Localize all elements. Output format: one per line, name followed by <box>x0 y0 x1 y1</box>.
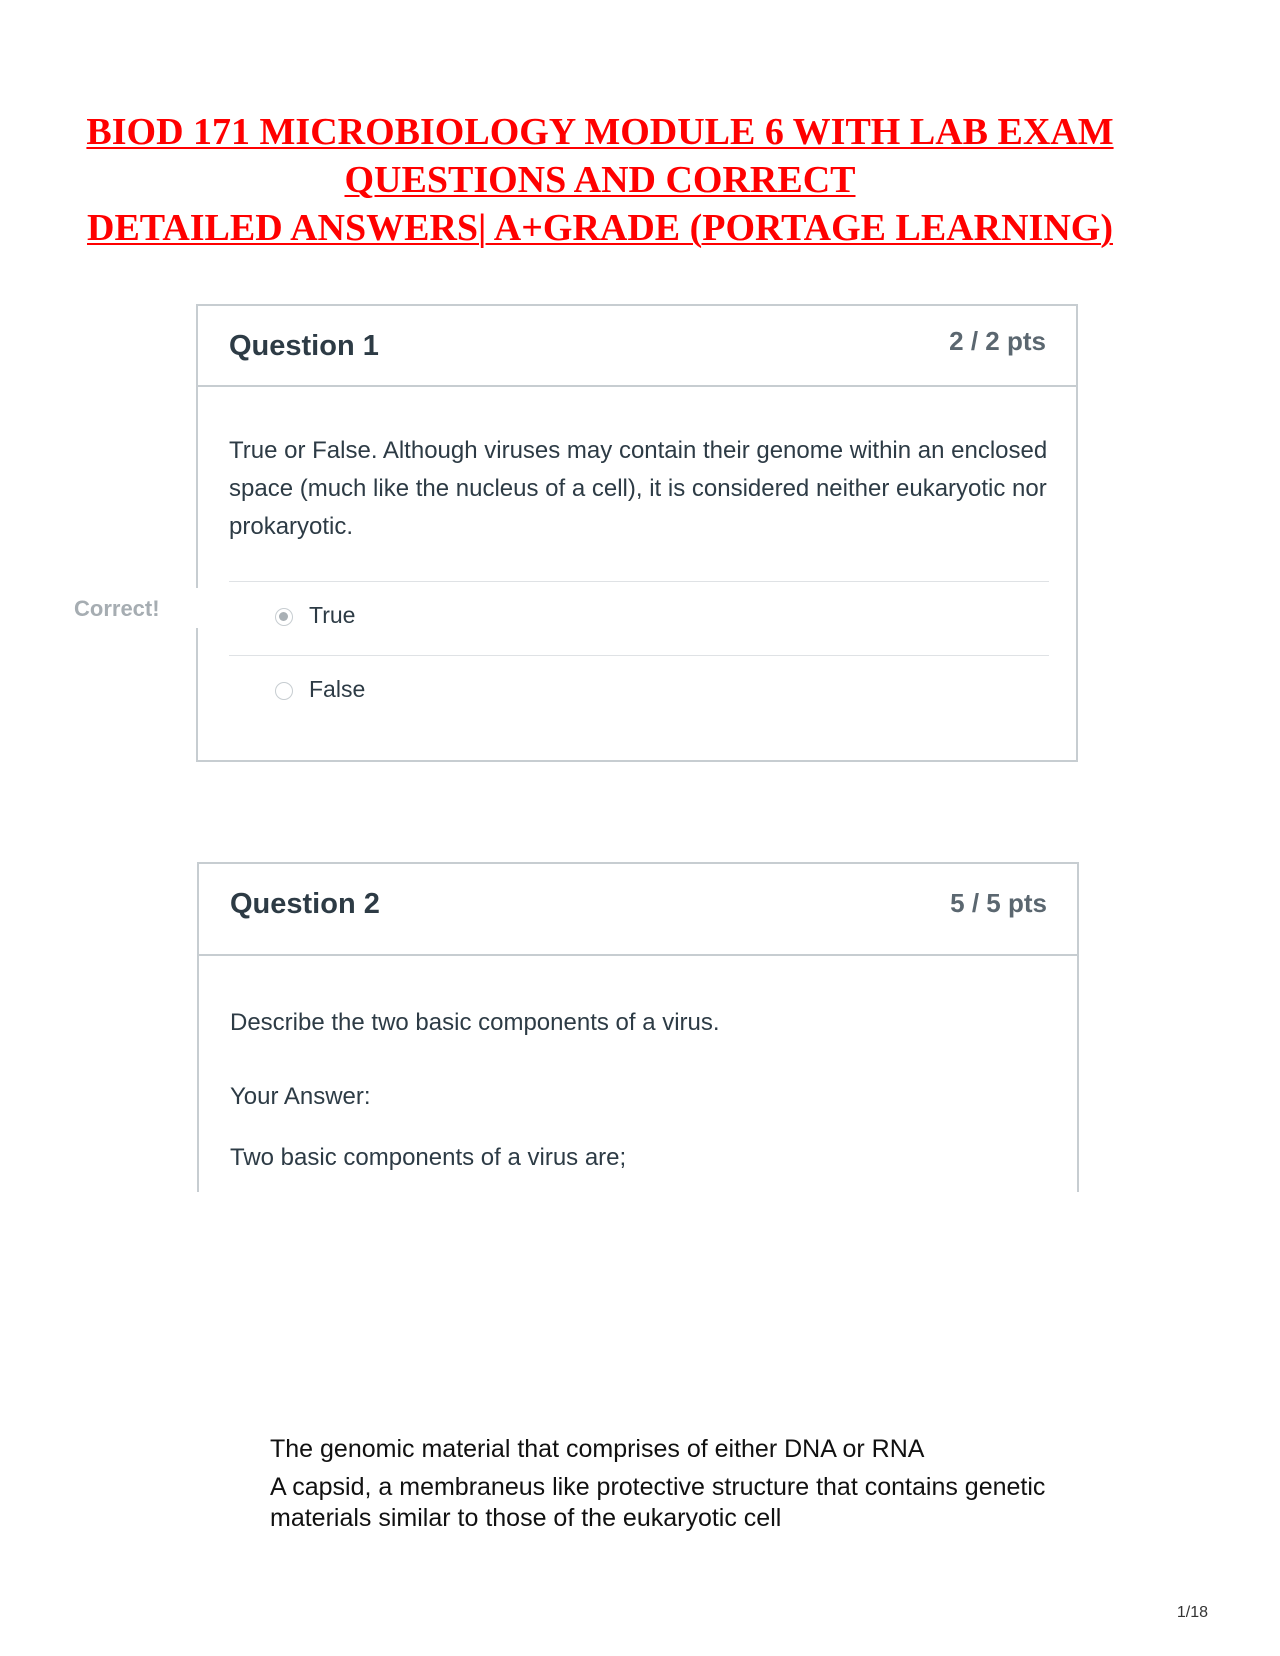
your-answer-label: Your Answer: <box>230 1083 371 1110</box>
question-2-points: 5 / 5 pts <box>950 888 1047 918</box>
title-line-3: DETAILED ANSWERS| A+GRADE (PORTAGE LEARNING) <box>87 207 1113 249</box>
correct-label: Correct! <box>74 596 160 621</box>
radio-selected-icon[interactable] <box>275 608 293 626</box>
radio-unselected-icon[interactable] <box>275 682 293 700</box>
question-1-card <box>196 304 1078 762</box>
answer-option-label: True <box>309 602 356 628</box>
title-line-1: BIOD 171 MICROBIOLOGY MODULE 6 WITH LAB EXAM <box>86 111 1114 153</box>
answer-option-false[interactable] <box>229 655 1049 729</box>
document-title <box>40 108 1160 252</box>
question-1-points: 2 / 2 pts <box>949 326 1046 356</box>
answer-intro: Two basic components of a virus are; <box>230 1144 627 1171</box>
correct-marker-gap <box>194 588 200 628</box>
title-line-2: QUESTIONS AND CORRECT <box>344 159 856 201</box>
question-1-title: Question 1 <box>229 330 379 362</box>
question-2-card <box>197 862 1079 1192</box>
question-2-header <box>199 864 1077 956</box>
answer-option-label: False <box>309 676 366 702</box>
answer-point-1: The genomic material that comprises of either DNA or RNA <box>270 1435 925 1463</box>
page-number: 1/18 <box>1176 1604 1208 1621</box>
answer-point-2: A capsid, a membraneus like protective structure that contains genetic materials similar to those of the eukaryotic cell <box>270 1473 1046 1532</box>
question-1-header <box>198 306 1076 387</box>
question-2-text: Describe the two basic components of a virus. <box>230 1009 720 1036</box>
question-1-text: True or False. Although viruses may contain their genome within an enclosed space (much like the nucleus of a cell), it is considered neither eukaryotic nor prokaryotic. <box>229 437 1048 540</box>
question-2-title: Question 2 <box>230 888 380 920</box>
answer-option-true[interactable] <box>229 581 1049 655</box>
